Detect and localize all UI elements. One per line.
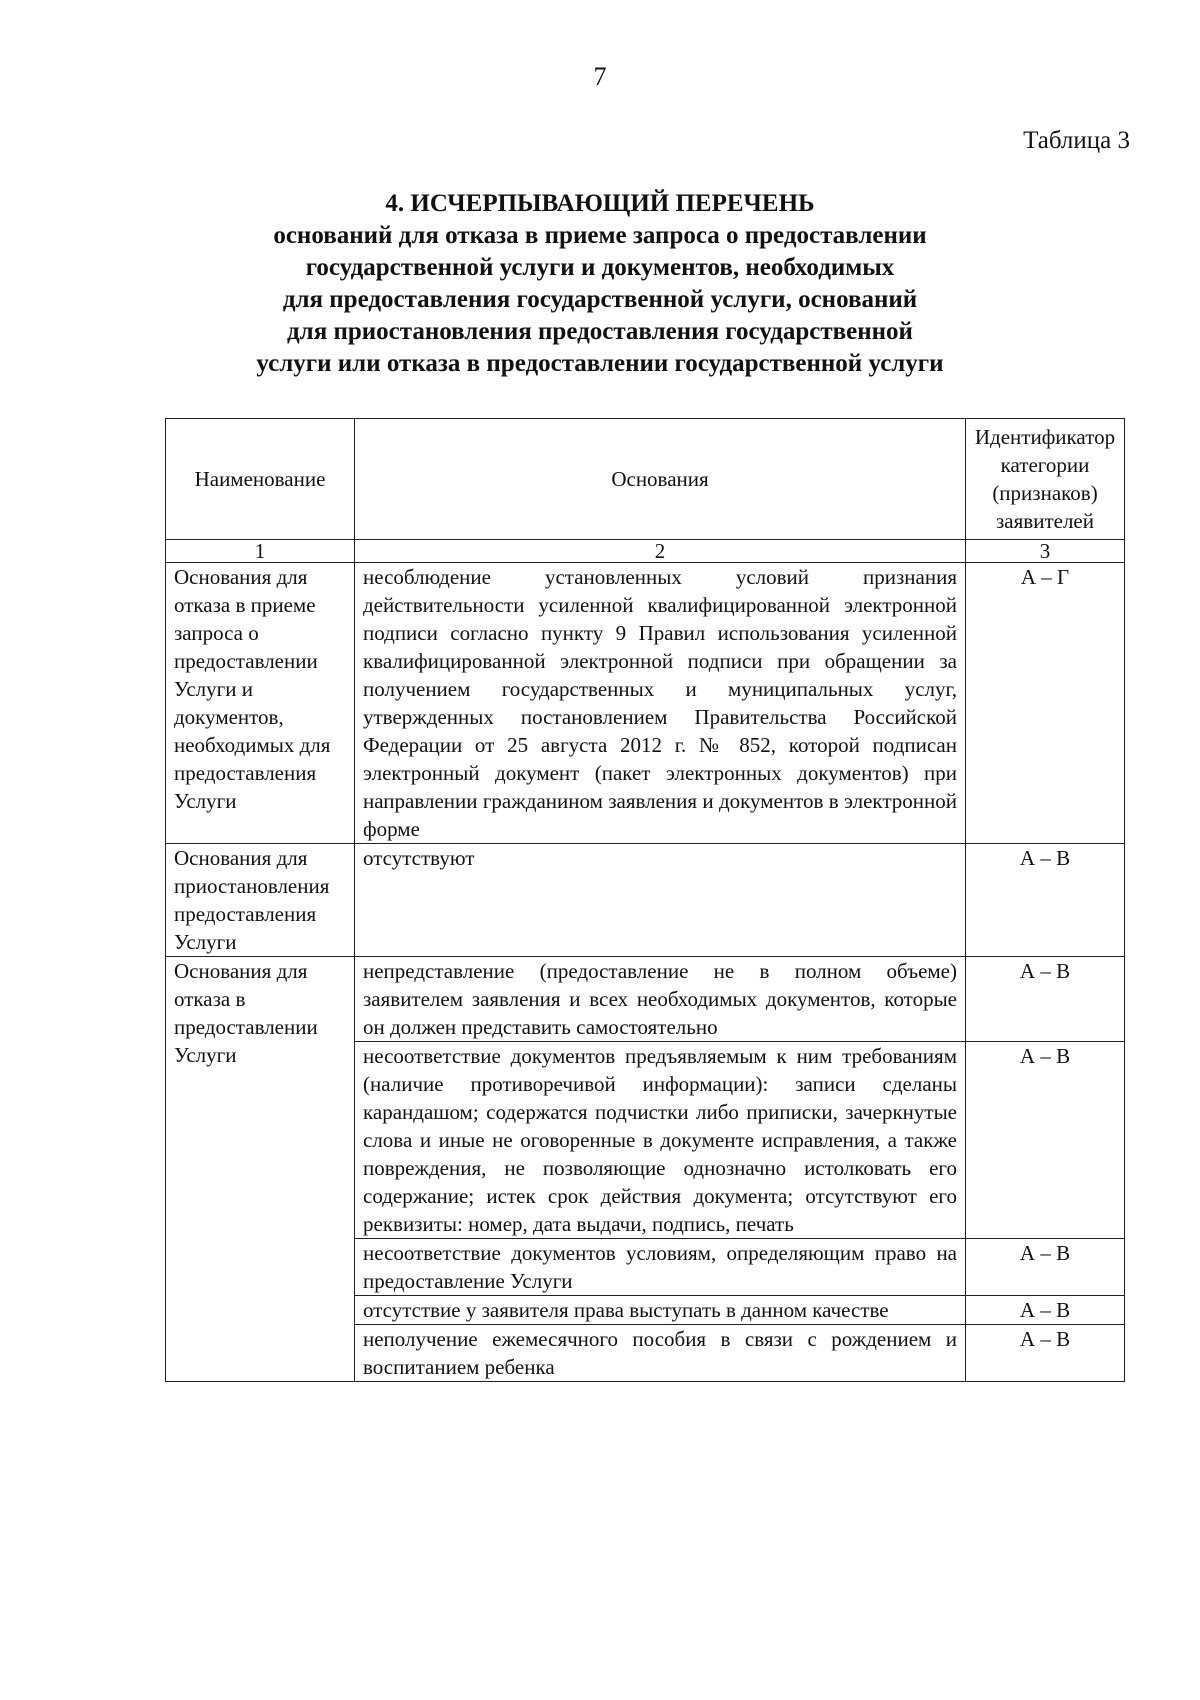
- table-label: Таблица 3: [1023, 127, 1130, 154]
- heading-line: государственной услуги и документов, необходимых: [305, 254, 895, 281]
- document-heading: [150, 188, 1050, 380]
- table-row: [166, 844, 1125, 957]
- applicant-id: А – В: [966, 1325, 1125, 1382]
- ground-text: отсутствие у заявителя права выступать в данном качестве: [355, 1296, 966, 1325]
- applicant-id: А – В: [966, 1296, 1125, 1325]
- table-header-row: [166, 419, 1125, 540]
- column-number: 2: [355, 540, 966, 563]
- section-name: Основания для приостановления предоставления Услуги: [166, 844, 355, 957]
- applicant-id: А – В: [966, 844, 1125, 957]
- table-row: [166, 563, 1125, 844]
- ground-text: неполучение ежемесячного пособия в связи с рождением и воспитанием ребенка: [355, 1325, 966, 1382]
- heading-line: для приостановления предоставления государственной: [287, 318, 913, 345]
- grounds-table: [165, 418, 1125, 1382]
- section-name: Основания для отказа в приеме запроса о предоставлении Услуги и документов, необходимых для предоставления Услуги: [166, 563, 355, 844]
- heading-title: 4. ИСЧЕРПЫВАЮЩИЙ ПЕРЕЧЕНЬ: [385, 190, 815, 217]
- ground-text: несоответствие документов предъявляемым к ним требованиям (наличие противоречивой информации): записи сделаны карандашом; содержатся подчистки либо приписки, зачеркнутые слова и иные не оговоренные в документе исправления, а также повреждения, не позволяющие однозначно истолковать его содержание; истек срок действия документа; отсутствуют его реквизиты: номер, дата выдачи, подпись, печать: [355, 1042, 966, 1239]
- applicant-id: А – В: [966, 1042, 1125, 1239]
- applicant-id: А – Г: [966, 563, 1125, 844]
- heading-line: услуги или отказа в предоставлении государственной услуги: [256, 350, 944, 377]
- section-name: Основания для отказа в предоставлении Услуги: [166, 957, 355, 1382]
- applicant-id: А – В: [966, 957, 1125, 1042]
- page-number: 7: [593, 62, 607, 91]
- heading-line: для предоставления государственной услуги, оснований: [282, 286, 918, 313]
- column-number: 3: [966, 540, 1125, 563]
- table-row: [166, 957, 1125, 1042]
- ground-text: непредставление (предоставление не в полном объеме) заявителем заявления и всех необходимых документов, которые он должен представить самостоятельно: [355, 957, 966, 1042]
- applicant-id: А – В: [966, 1239, 1125, 1296]
- column-number-row: [166, 540, 1125, 563]
- ground-text: несоблюдение установленных условий признания действительности усиленной квалифицированной электронной подписи согласно пункту 9 Правил использования усиленной квалифицированной электронной подписи при обращении за получением государственных и муниципальных услуг, утвержденных постановлением Правительства Российской Федерации от 25 августа 2012 г. № 852, которой подписан электронный документ (пакет электронных документов) при направлении гражданином заявления и документов в электронной форме: [355, 563, 966, 844]
- ground-text: отсутствуют: [355, 844, 966, 957]
- header-name: Наименование: [166, 419, 355, 540]
- column-number: 1: [166, 540, 355, 563]
- ground-text: несоответствие документов условиям, определяющим право на предоставление Услуги: [355, 1239, 966, 1296]
- header-applicant-id: Идентификатор категории (признаков) заявителей: [966, 419, 1125, 540]
- header-grounds: Основания: [355, 419, 966, 540]
- heading-line: оснований для отказа в приеме запроса о предоставлении: [273, 222, 927, 249]
